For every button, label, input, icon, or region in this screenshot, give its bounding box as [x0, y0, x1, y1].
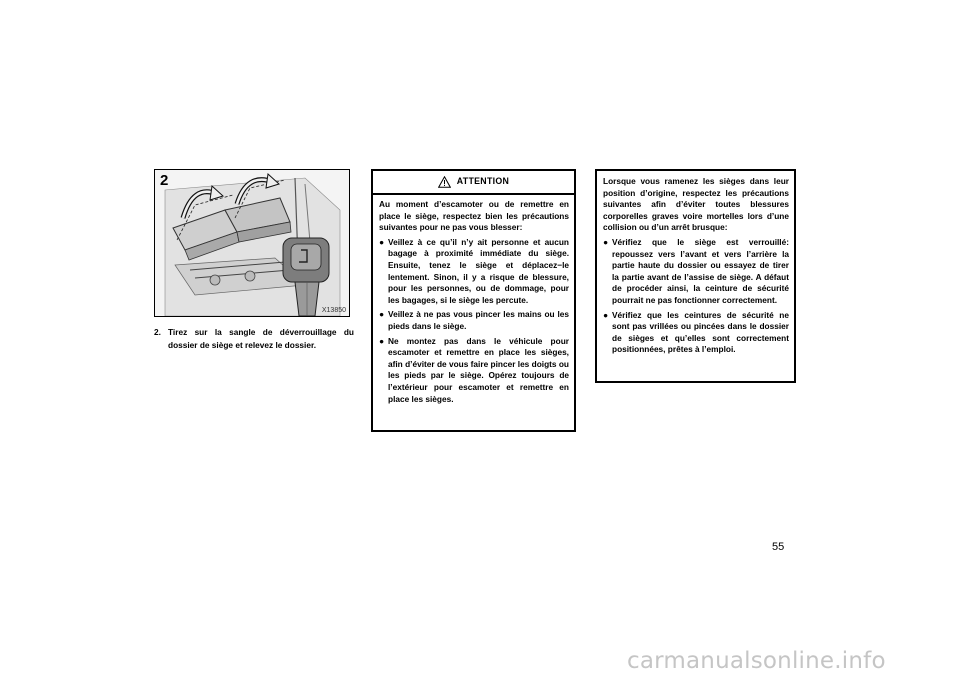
bullet-icon: ● — [603, 309, 609, 320]
attention-body — [373, 195, 574, 405]
note-body — [597, 171, 794, 356]
step-row — [154, 326, 354, 351]
bullet-icon: ● — [379, 309, 385, 320]
attention-title: ATTENTION — [456, 176, 510, 187]
bullet-icon: ● — [379, 236, 385, 247]
list-item — [603, 310, 789, 356]
bullet-text: Veillez à ce qu’il n’y ait personne et aucun bagage à proximité immédiate du siège. Ensuite, tenez le siège et déplacez−le lentement. Sinon, il y a risque de blessure, pour les personnes, ou de dommage, pour les bagages, si le siège les percute. — [388, 236, 569, 305]
bullet-text: Veillez à ne pas vous pincer les mains ou les pieds dans le siège. — [388, 309, 569, 331]
list-item — [379, 237, 569, 307]
figure-number: 2 — [160, 172, 169, 189]
attention-header — [373, 171, 574, 195]
list-item — [603, 237, 789, 307]
list-item — [379, 336, 569, 406]
bullet-text: Ne montez pas dans le véhicule pour escamoter et remettre en place les sièges, afin d’éviter de vous faire pincer les doigts ou les pieds par le siège. Opérez toujours de l’extérieur pour escamoter et remettre en place les sièges. — [388, 335, 569, 404]
bullet-icon: ● — [379, 335, 385, 346]
seat-folding-drawing — [155, 170, 349, 316]
list-item — [379, 309, 569, 332]
step-number: 2. — [154, 327, 161, 337]
bullet-text: Vérifiez que le siège est verrouillé: repoussez vers l’avant et vers l’arrière la partie haute du dossier ou essayez de tirer la partie avant de l’assise de siège. A défaut de procéder ainsi, la ceinture de sécurité pourrait ne pas fonctionner correctement. — [612, 236, 789, 305]
note-intro: Lorsque vous ramenez les sièges dans leur position d’origine, respectez les précautions suivantes afin d’éviter toutes blessures corporelles graves voire mortelles lors d’une collision ou d’un arrêt brusque: — [603, 176, 789, 233]
step-text: Tirez sur la sangle de déverrouillage du dossier de siège et relevez le dossier. — [168, 327, 354, 350]
bullet-text: Vérifiez que les ceintures de sécurité ne sont pas vrillées ou pincées dans le dossier de sièges et qu’elles sont correctement positionnées, prêtes à l’emploi. — [612, 309, 789, 355]
caution-continuation-box — [595, 169, 796, 383]
warning-triangle-icon — [438, 176, 451, 188]
seat-illustration — [154, 169, 350, 317]
figure-code: X13850 — [321, 307, 346, 314]
attention-intro: Au moment d’escamoter ou de remettre en place le siège, respectez bien les précautions suivantes pour ne pas vous blesser: — [379, 199, 569, 233]
step-instruction — [154, 326, 354, 351]
page-number: 55 — [772, 541, 785, 553]
bullet-icon: ● — [603, 236, 609, 247]
watermark: carmanualsonline.info — [627, 648, 886, 674]
attention-box — [371, 169, 576, 432]
